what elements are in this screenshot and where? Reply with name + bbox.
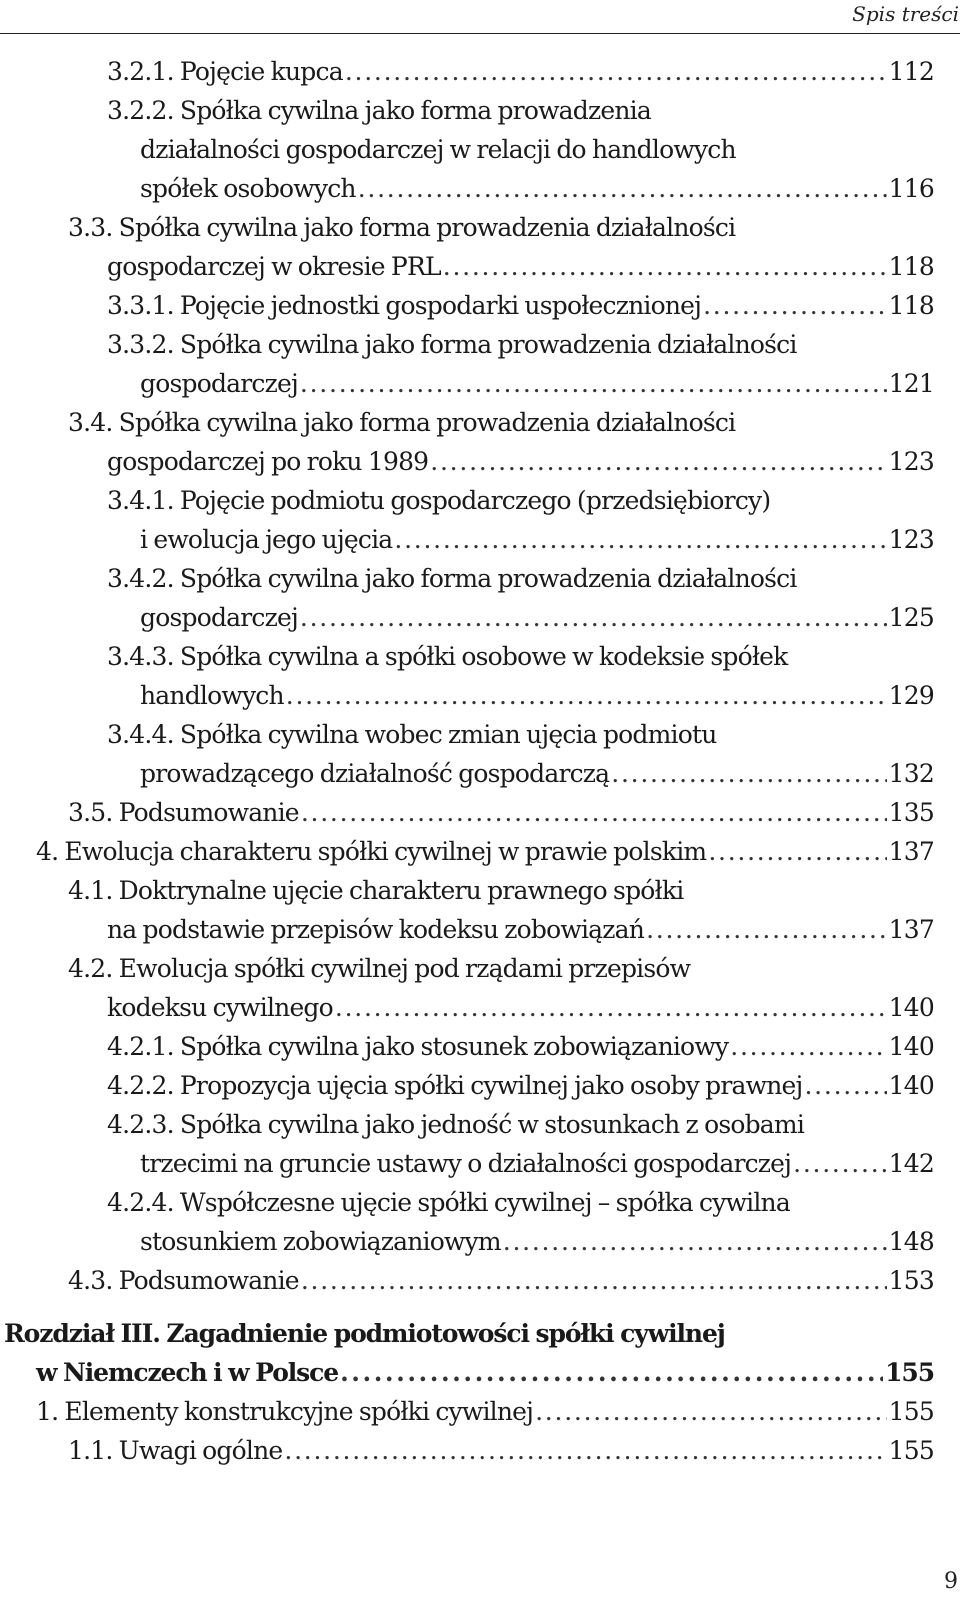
page-reference: 135	[888, 798, 934, 827]
entry-title-line: 3.2.2. Spółka cywilna jako forma prowadzenia	[107, 96, 651, 125]
toc-entry[interactable]	[0, 325, 960, 403]
entry-title-line: 1.1. Uwagi ogólne	[68, 1436, 283, 1465]
entry-title-line: gospodarczej	[140, 369, 298, 398]
page-reference: 148	[888, 1227, 934, 1256]
toc-entry[interactable]	[0, 949, 960, 1027]
toc-entry[interactable]	[0, 286, 960, 325]
toc-entry[interactable]	[0, 637, 960, 715]
entry-title-line: stosunkiem zobowiązaniowym	[140, 1227, 501, 1256]
entry-title-line: Rozdział III. Zagadnienie podmiotowości spółki cywilnej	[4, 1319, 725, 1348]
toc-entry[interactable]	[0, 1066, 960, 1105]
page-reference: 142	[888, 1149, 934, 1178]
entry-title-line: 3.3.2. Spółka cywilna jako forma prowadzenia działalności	[107, 330, 797, 359]
dot-leader	[300, 598, 887, 637]
toc-entry[interactable]	[0, 91, 960, 208]
entry-title-line: gospodarczej w okresie PRL	[107, 252, 441, 281]
page-reference: 137	[888, 837, 934, 866]
dot-leader	[340, 1353, 883, 1392]
entry-title-line: 4. Ewolucja charakteru spółki cywilnej w prawie polskim	[36, 837, 707, 866]
table-of-contents	[0, 52, 960, 1470]
dot-leader	[284, 1431, 886, 1470]
running-head: Spis treści	[852, 2, 959, 26]
page-reference: 129	[888, 681, 934, 710]
toc-entry[interactable]	[0, 1105, 960, 1183]
entry-title-line: kodeksu cywilnego	[107, 993, 333, 1022]
entry-title-line: 4.2.4. Współczesne ujęcie spółki cywilnej – spółka cywilna	[107, 1188, 790, 1217]
dot-leader	[286, 676, 887, 715]
toc-entry[interactable]	[0, 481, 960, 559]
dot-leader	[345, 52, 887, 91]
entry-title-line: 3.3. Spółka cywilna jako forma prowadzenia działalności	[68, 213, 736, 242]
page-reference: 132	[888, 759, 934, 788]
dot-leader	[703, 286, 887, 325]
header-rule	[0, 33, 960, 34]
page-reference: 153	[888, 1266, 934, 1295]
toc-entry[interactable]	[0, 1261, 960, 1300]
chapter-entry[interactable]	[0, 1314, 960, 1392]
entry-title-line: i ewolucja jego ujęcia	[140, 525, 393, 554]
toc-entry[interactable]	[0, 1392, 960, 1431]
dot-leader	[793, 1144, 887, 1183]
toc-entry[interactable]	[0, 793, 960, 832]
page-reference: 140	[888, 1071, 934, 1100]
toc-entry[interactable]	[0, 52, 960, 91]
page-reference: 137	[888, 915, 934, 944]
dot-leader	[443, 247, 887, 286]
entry-title-line: 4.2. Ewolucja spółki cywilnej pod rządami przepisów	[68, 954, 691, 983]
dot-leader	[301, 793, 887, 832]
page-reference: 155	[885, 1358, 934, 1387]
page-reference: 123	[888, 447, 934, 476]
entry-title-line: gospodarczej po roku 1989	[107, 447, 429, 476]
entry-title-line: w Niemczech i w Polsce	[36, 1358, 339, 1387]
entry-title-line: 3.2.1. Pojęcie kupca	[107, 57, 343, 86]
entry-title-line: 3.4.2. Spółka cywilna jako forma prowadzenia działalności	[107, 564, 797, 593]
dot-leader	[611, 754, 886, 793]
dot-leader	[358, 169, 887, 208]
dot-leader	[335, 988, 887, 1027]
toc-entry[interactable]	[0, 1431, 960, 1470]
entry-title-line: 4.3. Podsumowanie	[68, 1266, 299, 1295]
section-spacer	[0, 1300, 960, 1314]
dot-leader	[804, 1066, 886, 1105]
entry-title-line: na podstawie przepisów kodeksu zobowiązań	[107, 915, 645, 944]
dot-leader	[394, 520, 886, 559]
page-reference: 112	[888, 57, 934, 86]
entry-title-line: 3.4.3. Spółka cywilna a spółki osobowe w kodeksie spółek	[107, 642, 788, 671]
entry-title-line: gospodarczej	[140, 603, 298, 632]
page-reference: 118	[888, 252, 934, 281]
entry-title-line: 4.2.2. Propozycja ujęcia spółki cywilnej jako osoby prawnej	[107, 1071, 803, 1100]
page-reference: 121	[888, 369, 934, 398]
entry-title-line: prowadzącego działalność gospodarczą	[140, 759, 610, 788]
entry-title-line: 1. Elementy konstrukcyjne spółki cywilnej	[36, 1397, 534, 1426]
dot-leader	[503, 1222, 887, 1261]
entry-title-line: 3.4.1. Pojęcie podmiotu gospodarczego (przedsiębiorcy)	[107, 486, 771, 515]
dot-leader	[708, 832, 886, 871]
dot-leader	[535, 1392, 887, 1431]
entry-title-line: 3.3.1. Pojęcie jednostki gospodarki uspołecznionej	[107, 291, 702, 320]
entry-title-line: 4.2.1. Spółka cywilna jako stosunek zobowiązaniowy	[107, 1032, 729, 1061]
toc-entry[interactable]	[0, 403, 960, 481]
dot-leader	[301, 1261, 887, 1300]
entry-title-line: handlowych	[140, 681, 284, 710]
page-reference: 140	[888, 993, 934, 1022]
toc-entry[interactable]	[0, 1027, 960, 1066]
entry-title-line: 3.4. Spółka cywilna jako forma prowadzenia działalności	[68, 408, 736, 437]
toc-entry[interactable]	[0, 715, 960, 793]
dot-leader	[300, 364, 887, 403]
page-reference: 140	[888, 1032, 934, 1061]
page-reference: 116	[888, 174, 934, 203]
toc-entry[interactable]	[0, 871, 960, 949]
page-reference: 155	[888, 1397, 934, 1426]
entry-title-line: spółek osobowych	[140, 174, 356, 203]
entry-title-line: 4.2.3. Spółka cywilna jako jedność w stosunkach z osobami	[107, 1110, 805, 1139]
entry-title-line: 3.4.4. Spółka cywilna wobec zmian ujęcia podmiotu	[107, 720, 717, 749]
page-reference: 155	[888, 1436, 934, 1465]
dot-leader	[430, 442, 886, 481]
toc-entry[interactable]	[0, 208, 960, 286]
toc-entry[interactable]	[0, 1183, 960, 1261]
toc-entry[interactable]	[0, 559, 960, 637]
dot-leader	[730, 1027, 886, 1066]
entry-title-line: trzecimi na gruncie ustawy o działalności gospodarczej	[140, 1149, 792, 1178]
page-number: 9	[944, 1569, 958, 1594]
page-reference: 123	[888, 525, 934, 554]
toc-entry[interactable]	[0, 832, 960, 871]
entry-title-line: 3.5. Podsumowanie	[68, 798, 299, 827]
page-reference: 125	[888, 603, 934, 632]
page-reference: 118	[888, 291, 934, 320]
entry-title-line: 4.1. Doktrynalne ujęcie charakteru prawnego spółki	[68, 876, 684, 905]
dot-leader	[646, 910, 887, 949]
entry-title-line: działalności gospodarczej w relacji do handlowych	[140, 135, 736, 164]
